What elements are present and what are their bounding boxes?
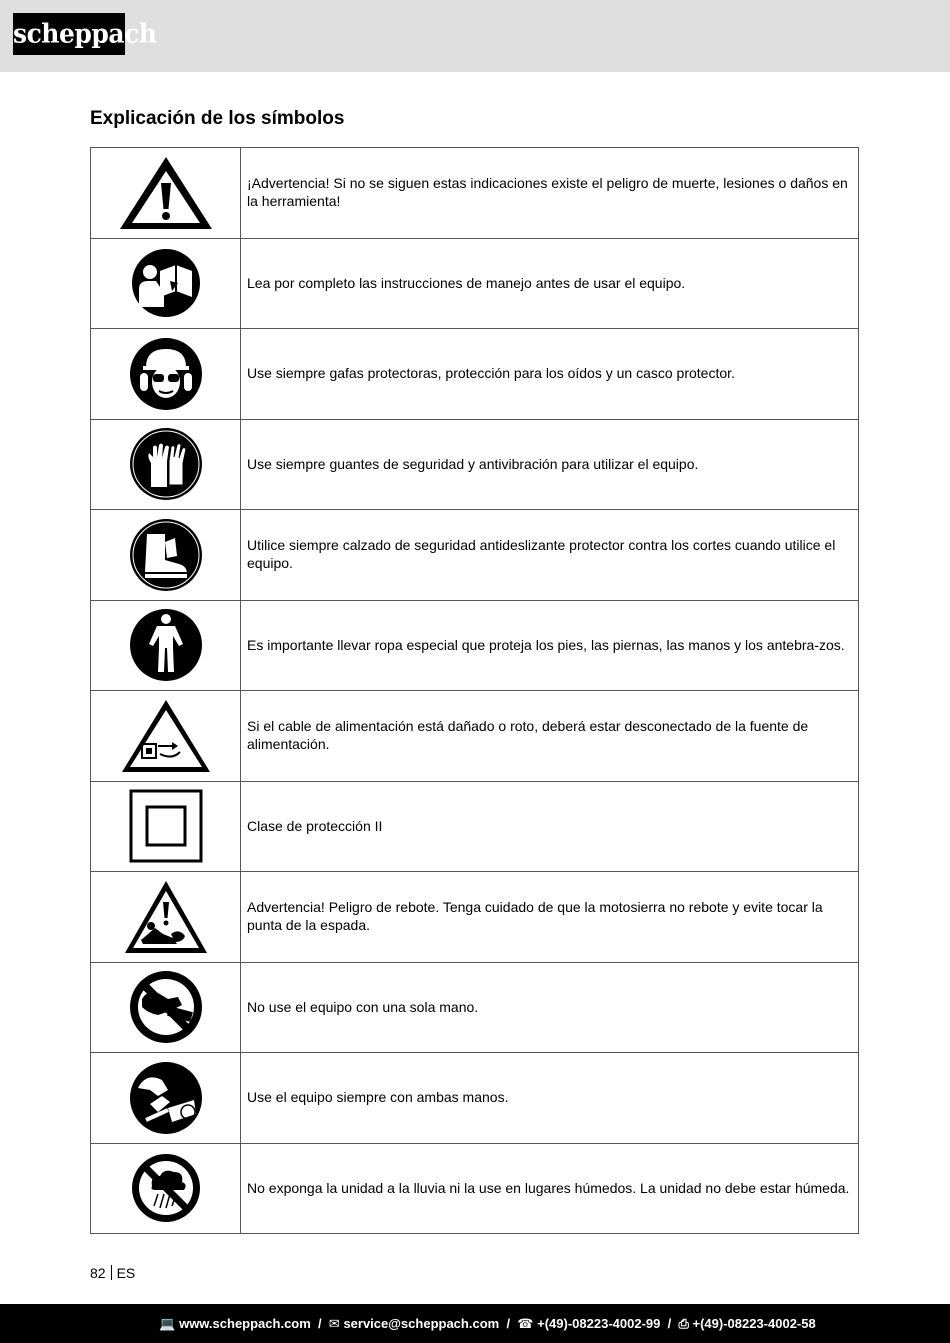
table-row: [91, 1143, 859, 1234]
table-row: [91, 962, 859, 1053]
table-row: [91, 329, 859, 420]
row-text: Use el equipo siempre con ambas manos.: [241, 1053, 859, 1144]
row-text: Advertencia! Peligro de rebote. Tenga cuidado de que la motosierra no rebote y evite tocar la punta de la espada.: [241, 872, 859, 963]
warning-triangle-icon: [116, 153, 216, 233]
gloves-icon: [129, 427, 203, 501]
page-number-value: 82: [90, 1265, 106, 1281]
computer-icon: 💻: [159, 1316, 176, 1331]
table-row: [91, 148, 859, 239]
email-icon: ✉: [328, 1316, 340, 1331]
protective-clothing-icon: [129, 608, 203, 682]
email-link[interactable]: service@scheppach.com: [343, 1316, 500, 1331]
divider: [111, 1265, 112, 1280]
row-text: Use siempre gafas protectoras, protección para los oídos y un casco protector.: [241, 329, 859, 420]
header-band: [0, 0, 950, 72]
row-text: ¡Advertencia! Si no se siguen estas indicaciones existe el peligro de muerte, lesiones o daños en la herramienta!: [241, 148, 859, 239]
row-text: Es importante llevar ropa especial que proteja los pies, las piernas, las manos y los antebra-zos.: [241, 600, 859, 691]
table-row: [91, 419, 859, 510]
row-text: Clase de protección II: [241, 781, 859, 872]
page-title: Explicación de los símbolos: [90, 108, 345, 129]
two-hands-icon: [128, 1060, 204, 1136]
fax-number: +(49)-08223-4002-58: [692, 1316, 816, 1331]
row-text: Lea por completo las instrucciones de manejo antes de usar el equipo.: [241, 238, 859, 329]
table-row: [91, 781, 859, 872]
read-manual-icon: [130, 247, 202, 319]
phone-icon: ☎: [517, 1316, 534, 1331]
separator: /: [502, 1316, 514, 1331]
table-row: [91, 600, 859, 691]
row-text: Use siempre guantes de seguridad y antivibración para utilizar el equipo.: [241, 419, 859, 510]
row-text: No exponga la unidad a la lluvia ni la use en lugares húmedos. La unidad no debe estar húmeda.: [241, 1143, 859, 1234]
footer-band: [0, 1304, 950, 1343]
separator: /: [314, 1316, 326, 1331]
table-row: [91, 238, 859, 329]
row-text: Si el cable de alimentación está dañado o roto, deberá estar desconectado de la fuente de alimentación.: [241, 691, 859, 782]
symbols-table: [90, 147, 859, 1234]
table-row: [91, 872, 859, 963]
table-row: [91, 691, 859, 782]
page-number: [90, 1265, 135, 1281]
fax-icon: ⎙: [678, 1316, 689, 1331]
protection-class-2-icon: [129, 789, 203, 863]
kickback-warning-icon: [123, 878, 209, 956]
separator: /: [663, 1316, 675, 1331]
safety-boots-icon: [129, 518, 203, 592]
unplug-cable-icon: [120, 696, 212, 776]
page-language: ES: [116, 1265, 136, 1281]
row-text: Utilice siempre calzado de seguridad antideslizante protector contra los cortes cuando utilice el equipo.: [241, 510, 859, 601]
head-protection-icon: [129, 337, 203, 411]
no-one-hand-icon: [128, 969, 204, 1045]
table-row: [91, 510, 859, 601]
row-text: No use el equipo con una sola mano.: [241, 962, 859, 1053]
brand-logo: scheppach: [13, 13, 125, 55]
no-rain-icon: [130, 1152, 202, 1224]
phone-number: +(49)-08223-4002-99: [537, 1316, 661, 1331]
table-row: [91, 1053, 859, 1144]
website-link[interactable]: www.scheppach.com: [179, 1316, 311, 1331]
